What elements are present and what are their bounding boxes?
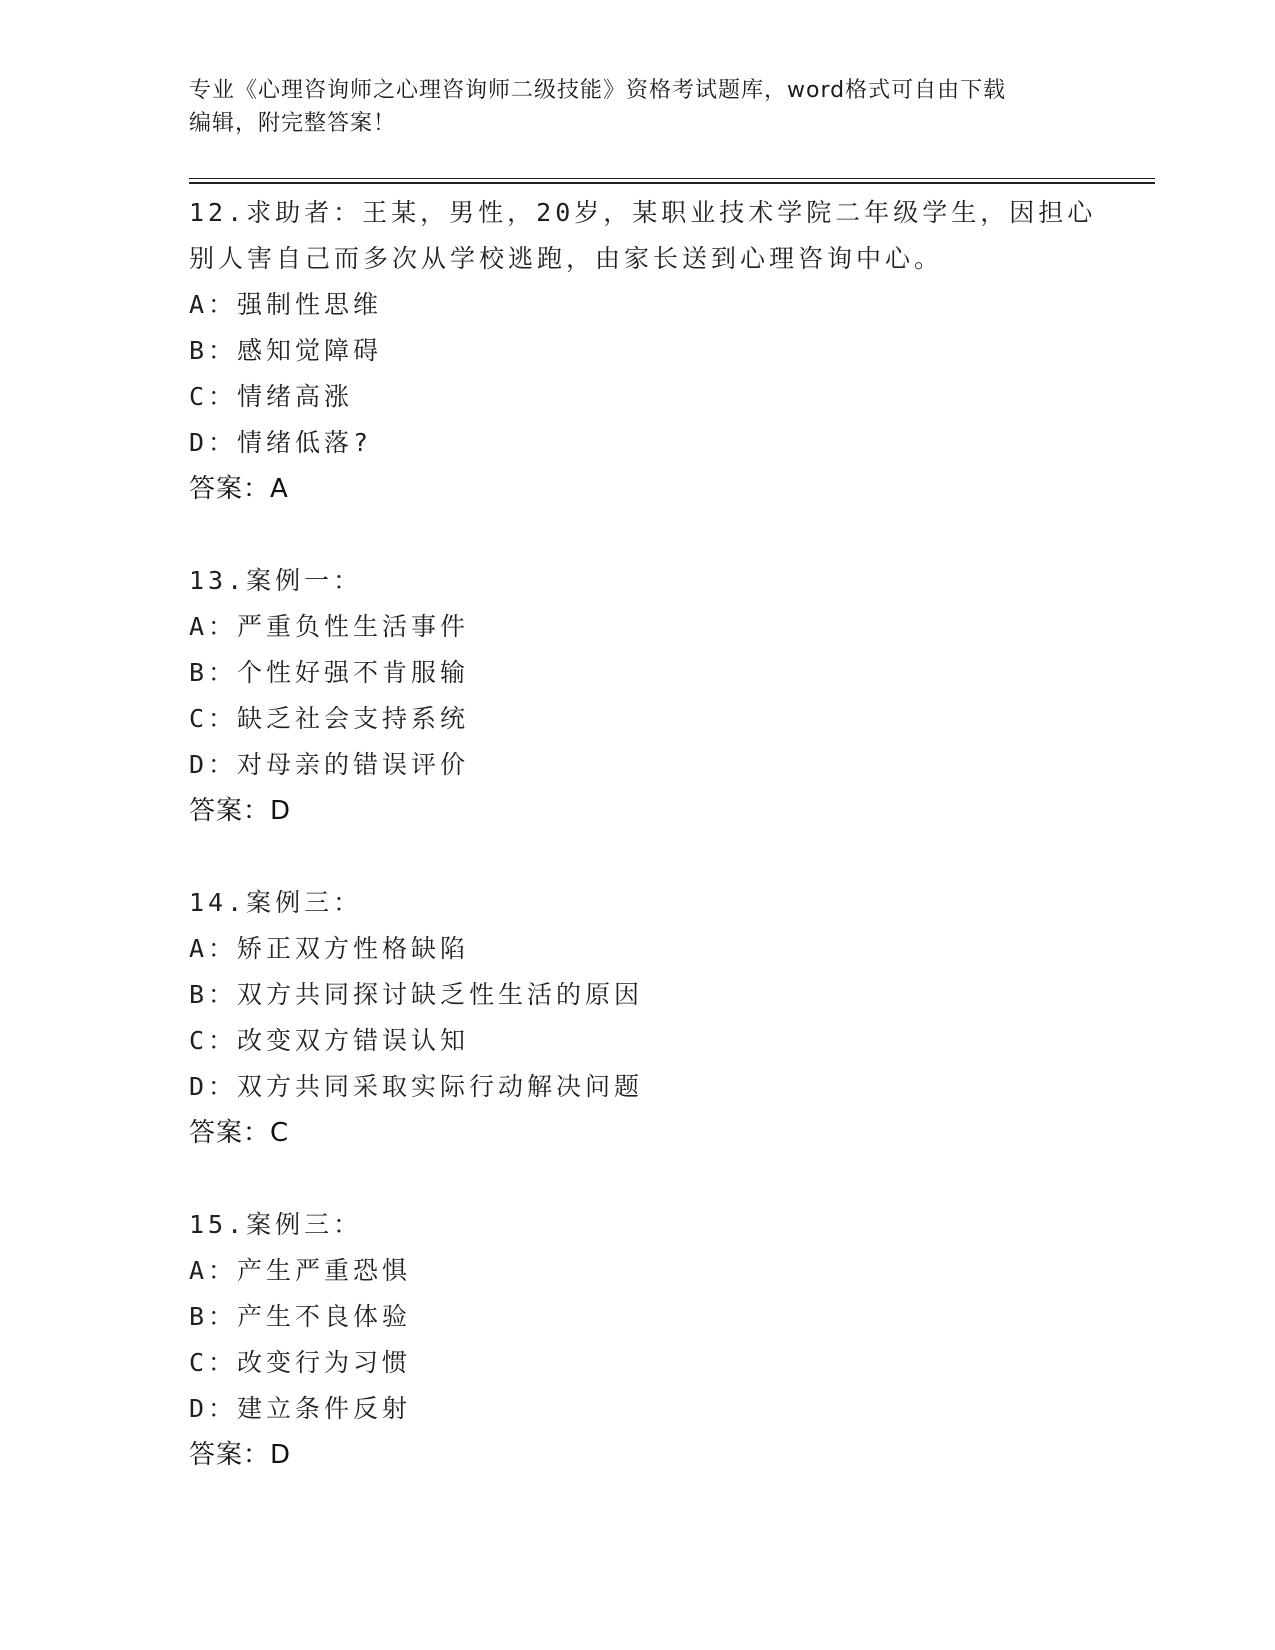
option-a: A：矫正双方性格缺陷 <box>189 934 470 963</box>
stem-line-1: 12.求助者：王某，男性，20岁，某职业技术学院二年级学生，因担心 <box>189 198 1097 227</box>
option-b: B：产生不良体验 <box>189 1302 412 1331</box>
option-a: A：严重负性生活事件 <box>189 612 470 641</box>
question-stem <box>189 1202 1089 1248</box>
document-header <box>189 74 1089 140</box>
option-d: D：对母亲的错误评价 <box>189 750 470 779</box>
question-stem <box>189 190 1097 282</box>
answer-line: 答案：D <box>189 1440 292 1470</box>
stem-line-1: 15.案例三： <box>189 1210 363 1239</box>
question-13 <box>189 558 1089 834</box>
header-line-2: 编辑，附完整答案！ <box>189 111 397 136</box>
question-list <box>189 190 1097 1524</box>
question-stem <box>189 880 1089 926</box>
option-c: C：情绪高涨 <box>189 382 354 411</box>
header-line-1: 专业《心理咨询师之心理咨询师二级技能》资格考试题库，word格式可自由下载 <box>189 78 1007 103</box>
option-b: B：双方共同探讨缺乏性生活的原因 <box>189 980 644 1009</box>
answer-line: 答案：A <box>189 474 289 504</box>
header-divider-thin <box>189 178 1155 179</box>
option-c: C：改变行为习惯 <box>189 1348 412 1377</box>
question-15 <box>189 1202 1089 1478</box>
question-stem <box>189 558 1089 604</box>
answer-line: 答案：D <box>189 796 292 826</box>
option-a: A：产生严重恐惧 <box>189 1256 412 1285</box>
option-b: B：个性好强不肯服输 <box>189 658 470 687</box>
question-12 <box>189 190 1097 512</box>
header-divider-thick <box>189 182 1155 184</box>
stem-line-1: 14.案例三： <box>189 888 363 917</box>
stem-line-2: 别人害自己而多次从学校逃跑，由家长送到心理咨询中心。 <box>189 244 944 273</box>
option-b: B：感知觉障碍 <box>189 336 383 365</box>
option-d: D：双方共同采取实际行动解决问题 <box>189 1072 644 1101</box>
stem-line-1: 13.案例一： <box>189 566 363 595</box>
option-d: D：情绪低落? <box>189 428 373 457</box>
option-c: C：改变双方错误认知 <box>189 1026 470 1055</box>
option-d: D：建立条件反射 <box>189 1394 412 1423</box>
option-a: A：强制性思维 <box>189 290 383 319</box>
option-c: C：缺乏社会支持系统 <box>189 704 470 733</box>
answer-line: 答案：C <box>189 1118 290 1148</box>
question-14 <box>189 880 1089 1156</box>
